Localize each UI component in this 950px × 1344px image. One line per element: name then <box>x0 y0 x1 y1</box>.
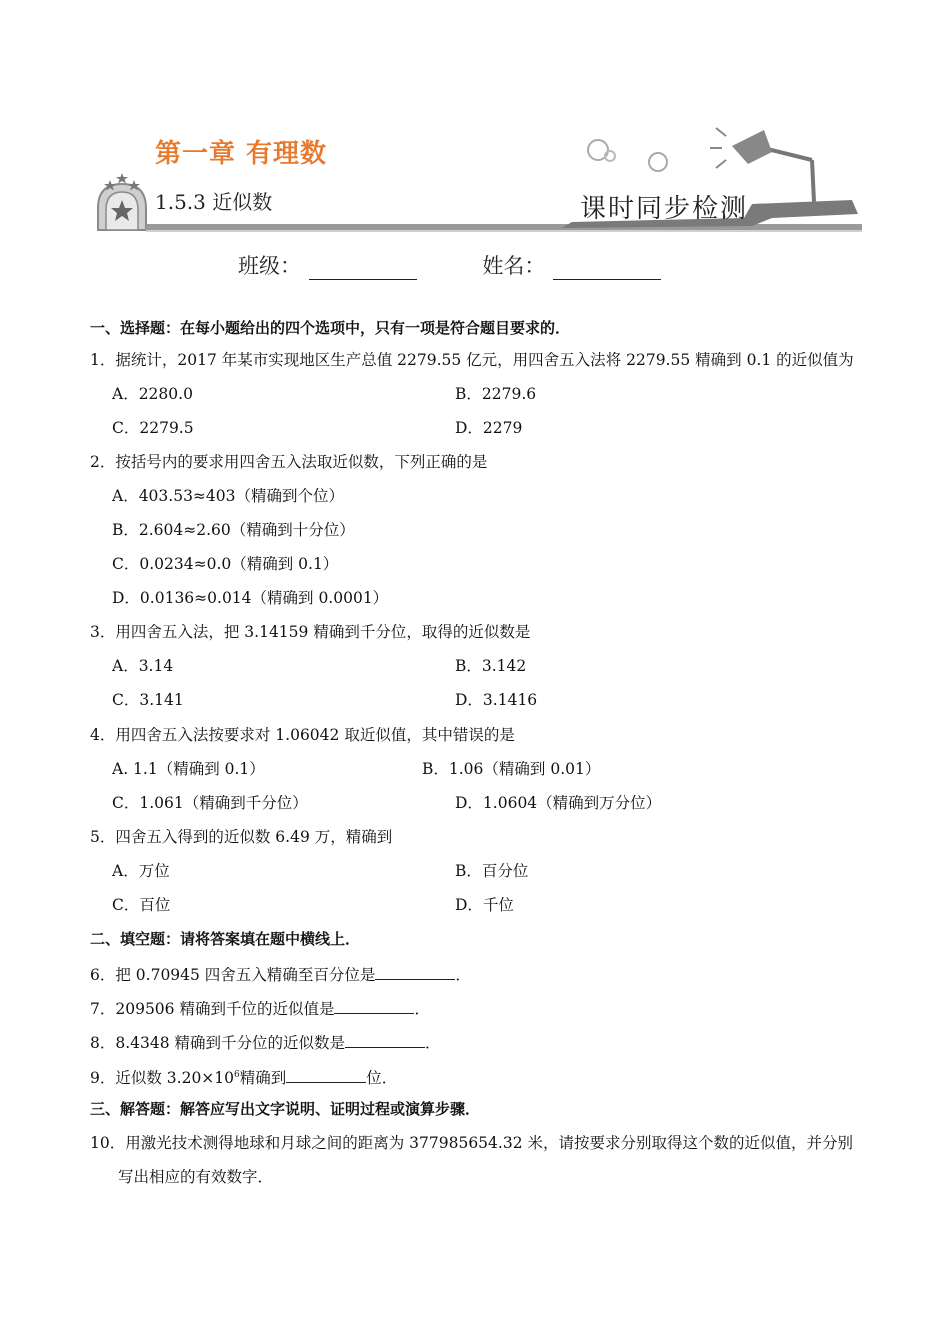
q8-text: 8．8.4348 精确到千分位的近似数是 <box>90 1034 346 1052</box>
q6-answer-blank[interactable] <box>375 963 455 980</box>
q3-option-d: D．3.1416 <box>455 691 538 709</box>
q7-text: 7．209506 精确到千位的近似值是 <box>90 1000 335 1018</box>
q2-option-a: A．403.53≈403（精确到个位） <box>112 487 345 505</box>
q2-stem: 2．按括号内的要求用四舍五入法取近似数，下列正确的是 <box>90 453 488 471</box>
q2-option-c: C．0.0234≈0.0（精确到 0.1） <box>112 555 339 573</box>
page-tagline: 课时同步检测 <box>580 194 749 224</box>
class-label: 班级： <box>238 254 301 278</box>
q10-line1: 10．用激光技术测得地球和月球之间的距离为 377985654.32 米，请按要求分别取得这个数的近似值，并分别 <box>90 1134 853 1152</box>
q3-stem: 3．用四舍五入法，把 3.14159 精确到千分位，取得的近似数是 <box>90 623 531 641</box>
q9-end: 位． <box>366 1069 398 1088</box>
q7 <box>90 997 430 1019</box>
q1-stem: 1．据统计，2017 年某市实现地区生产总值 2279.55 亿元，用四舍五入法将 2279.55 精确到 0.1 的近似值为 <box>90 351 854 369</box>
student-info-row <box>238 250 661 280</box>
q9-answer-blank[interactable] <box>286 1066 366 1083</box>
q5-stem: 5．四舍五入得到的近似数 6.49 万，精确到 <box>90 828 393 846</box>
q5-option-a: A．万位 <box>112 862 170 880</box>
q4-option-b: B．1.06（精确到 0.01） <box>422 760 601 778</box>
section-heading-solve: 三、解答题：解答应写出文字说明、证明过程或演算步骤． <box>90 1100 481 1118</box>
q5-option-b: B．百分位 <box>455 862 529 880</box>
q4-option-a: A. 1.1（精确到 0.1） <box>112 760 265 778</box>
q9-exponent: 6 <box>234 1070 240 1080</box>
chapter-title: 第一章 有理数 <box>155 139 328 169</box>
section-heading-fill: 二、填空题：请将答案填在题中横线上． <box>90 930 361 948</box>
q1-option-d: D．2279 <box>455 419 523 437</box>
section-heading-choice: 一、选择题：在每小题给出的四个选项中，只有一项是符合题目要求的． <box>90 319 571 337</box>
q10-line2: 写出相应的有效数字． <box>118 1168 274 1186</box>
q7-end: ． <box>414 1000 430 1018</box>
q6-end: ． <box>455 966 471 984</box>
q3-option-c: C．3.141 <box>112 691 184 709</box>
star-badge-icon <box>98 173 146 230</box>
q6 <box>90 963 471 985</box>
q5-option-c: C．百位 <box>112 896 171 914</box>
q8-end: ． <box>425 1034 441 1052</box>
q1-option-c: C．2279.5 <box>112 419 194 437</box>
class-blank[interactable] <box>309 259 417 280</box>
q9-mid: 精确到 <box>239 1069 287 1088</box>
q9 <box>90 1065 397 1088</box>
q2-option-d: D．0.0136≈0.014（精确到 0.0001） <box>112 589 389 607</box>
q1-option-a: A．2280.0 <box>112 385 193 403</box>
q4-stem: 4．用四舍五入法按要求对 1.06042 取近似值，其中错误的是 <box>90 726 515 744</box>
q5-option-d: D．千位 <box>455 896 514 914</box>
q3-option-a: A．3.14 <box>112 657 174 675</box>
q3-option-b: B．3.142 <box>455 657 527 675</box>
q4-option-d: D．1.0604（精确到万分位） <box>455 794 662 812</box>
q7-answer-blank[interactable] <box>334 997 414 1014</box>
q8-answer-blank[interactable] <box>345 1031 425 1048</box>
q9-text: 9．近似数 3.20×10 <box>90 1069 235 1088</box>
q2-option-b: B．2.604≈2.60（精确到十分位） <box>112 521 355 539</box>
lesson-title: 1.5.3 近似数 <box>155 190 273 214</box>
name-blank[interactable] <box>553 259 661 280</box>
q8 <box>90 1031 441 1053</box>
q6-text: 6．把 0.70945 四舍五入精确至百分位是 <box>90 966 376 984</box>
q1-option-b: B．2279.6 <box>455 385 537 403</box>
name-label: 姓名： <box>482 254 546 278</box>
q4-option-c: C．1.061（精确到千分位） <box>112 794 308 812</box>
